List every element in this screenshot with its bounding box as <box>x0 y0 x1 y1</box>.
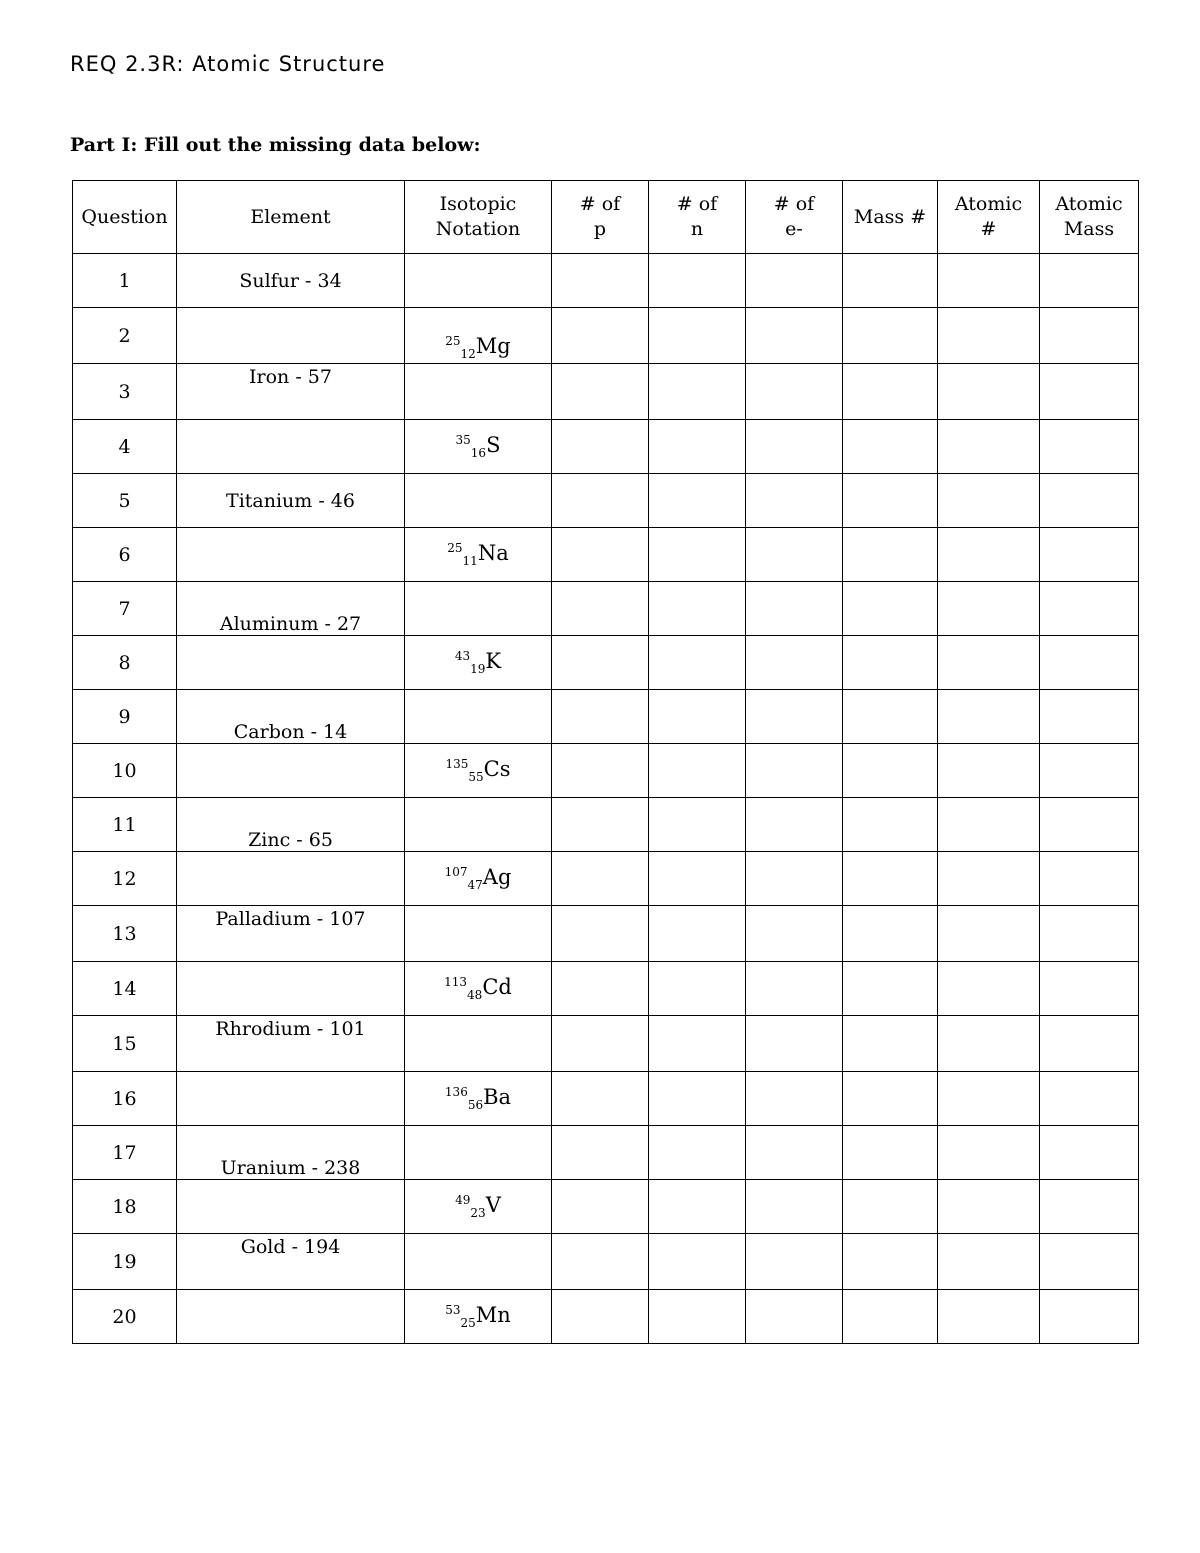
column-header-protons <box>552 181 649 254</box>
isotopic-notation-cell[interactable] <box>405 852 552 906</box>
atomic-mass-answer-cell[interactable] <box>1040 690 1139 744</box>
neutrons-answer-cell[interactable] <box>649 1072 746 1126</box>
atomic-number-subscript: 19 <box>470 662 486 676</box>
neutrons-answer-cell[interactable] <box>649 474 746 528</box>
protons-answer-cell[interactable] <box>552 744 649 798</box>
neutrons-answer-cell[interactable] <box>649 308 746 364</box>
atomic-number-answer-cell[interactable] <box>938 1290 1040 1344</box>
element-cell[interactable] <box>177 420 405 474</box>
atomic-number-answer-cell[interactable] <box>938 798 1040 852</box>
atomic-mass-answer-cell[interactable] <box>1040 1072 1139 1126</box>
electrons-answer-cell[interactable] <box>746 1126 843 1180</box>
mass-number-answer-cell[interactable] <box>843 528 938 582</box>
table-row <box>73 1180 1139 1234</box>
atomic-number-answer-cell[interactable] <box>938 852 1040 906</box>
atomic-mass-answer-cell[interactable] <box>1040 962 1139 1016</box>
atomic-number-answer-cell[interactable] <box>938 636 1040 690</box>
header-line: Mass # <box>853 205 927 228</box>
electrons-answer-cell[interactable] <box>746 528 843 582</box>
mass-number-answer-cell[interactable] <box>843 474 938 528</box>
element-cell[interactable]: Palladium - 107 <box>177 906 405 962</box>
neutrons-answer-cell[interactable] <box>649 798 746 852</box>
table-row <box>73 636 1139 690</box>
element-symbol: Mn <box>475 1303 511 1327</box>
atomic-mass-answer-cell[interactable] <box>1040 744 1139 798</box>
protons-answer-cell[interactable] <box>552 308 649 364</box>
atomic-mass-answer-cell[interactable] <box>1040 906 1139 962</box>
element-cell[interactable] <box>177 636 405 690</box>
atomic-number-subscript: 25 <box>460 1316 476 1330</box>
table-row <box>73 1126 1139 1180</box>
electrons-answer-cell[interactable] <box>746 1016 843 1072</box>
atomic-number-answer-cell[interactable] <box>938 364 1040 420</box>
isotopic-notation-cell[interactable] <box>405 798 552 852</box>
isotopic-notation-cell[interactable] <box>405 364 552 420</box>
isotopic-notation-cell[interactable] <box>405 962 552 1016</box>
neutrons-answer-cell[interactable] <box>649 1290 746 1344</box>
question-number: 2 <box>73 308 177 364</box>
electrons-answer-cell[interactable] <box>746 962 843 1016</box>
mass-number-answer-cell[interactable] <box>843 254 938 308</box>
atomic-mass-answer-cell[interactable] <box>1040 474 1139 528</box>
neutrons-answer-cell[interactable] <box>649 1016 746 1072</box>
question-number: 11 <box>73 798 177 852</box>
protons-answer-cell[interactable] <box>552 420 649 474</box>
atomic-number-answer-cell[interactable] <box>938 690 1040 744</box>
header-line: # of <box>676 193 718 215</box>
element-symbol: Ba <box>483 1085 512 1109</box>
neutrons-answer-cell[interactable] <box>649 744 746 798</box>
neutrons-answer-cell[interactable] <box>649 1234 746 1290</box>
table-row <box>73 364 1139 420</box>
atomic-mass-answer-cell[interactable] <box>1040 852 1139 906</box>
column-header-question <box>73 181 177 254</box>
question-number: 15 <box>73 1016 177 1072</box>
element-cell[interactable] <box>177 1072 405 1126</box>
electrons-answer-cell[interactable] <box>746 852 843 906</box>
atomic-number-answer-cell[interactable] <box>938 1234 1040 1290</box>
mass-number-answer-cell[interactable] <box>843 636 938 690</box>
element-cell[interactable]: Rhrodium - 101 <box>177 1016 405 1072</box>
table-row <box>73 798 1139 852</box>
element-cell[interactable]: Uranium - 238 <box>177 1126 405 1180</box>
electrons-answer-cell[interactable] <box>746 1234 843 1290</box>
neutrons-answer-cell[interactable] <box>649 582 746 636</box>
header-line: Notation <box>435 218 521 240</box>
question-number: 14 <box>73 962 177 1016</box>
isotopic-notation-cell[interactable] <box>405 582 552 636</box>
element-cell[interactable]: Aluminum - 27 <box>177 582 405 636</box>
mass-number-superscript: 136 <box>444 1085 468 1099</box>
section-title: Part I: Fill out the missing data below: <box>70 134 481 156</box>
mass-number-answer-cell[interactable] <box>843 364 938 420</box>
neutrons-answer-cell[interactable] <box>649 852 746 906</box>
question-number: 12 <box>73 852 177 906</box>
atomic-number-answer-cell[interactable] <box>938 582 1040 636</box>
electrons-answer-cell[interactable] <box>746 1290 843 1344</box>
electrons-answer-cell[interactable] <box>746 1180 843 1234</box>
atomic-number-subscript: 47 <box>467 878 483 892</box>
atomic-mass-answer-cell[interactable] <box>1040 254 1139 308</box>
element-cell[interactable]: Gold - 194 <box>177 1234 405 1290</box>
element-cell[interactable] <box>177 308 405 364</box>
question-number: 10 <box>73 744 177 798</box>
mass-number-superscript: 49 <box>455 1193 471 1207</box>
element-cell[interactable] <box>177 528 405 582</box>
table-row <box>73 254 1139 308</box>
electrons-answer-cell[interactable] <box>746 474 843 528</box>
atomic-number-subscript: 55 <box>468 770 484 784</box>
mass-number-answer-cell[interactable] <box>843 906 938 962</box>
element-cell[interactable]: Sulfur - 34 <box>177 254 405 308</box>
atomic-number-answer-cell[interactable] <box>938 528 1040 582</box>
protons-answer-cell[interactable] <box>552 636 649 690</box>
electrons-answer-cell[interactable] <box>746 906 843 962</box>
atomic-mass-answer-cell[interactable] <box>1040 528 1139 582</box>
atomic-number-subscript: 11 <box>462 554 478 568</box>
mass-number-superscript: 25 <box>445 334 461 348</box>
table-row <box>73 582 1139 636</box>
element-symbol: Cd <box>482 975 512 999</box>
question-number: 5 <box>73 474 177 528</box>
atomic-number-answer-cell[interactable] <box>938 254 1040 308</box>
mass-number-answer-cell[interactable] <box>843 962 938 1016</box>
atomic-number-subscript: 16 <box>470 446 487 460</box>
atomic-mass-answer-cell[interactable] <box>1040 1290 1139 1344</box>
isotopic-notation-cell[interactable] <box>405 254 552 308</box>
table-row <box>73 1016 1139 1072</box>
isotopic-notation-cell[interactable] <box>405 744 552 798</box>
isotopic-notation-cell[interactable] <box>405 420 552 474</box>
header-line: # of <box>579 193 621 215</box>
mass-number-answer-cell[interactable] <box>843 1290 938 1344</box>
protons-answer-cell[interactable] <box>552 1016 649 1072</box>
table-row <box>73 1290 1139 1344</box>
column-header-neutrons <box>649 181 746 254</box>
question-number: 16 <box>73 1072 177 1126</box>
header-line: e- <box>785 218 803 240</box>
mass-number-answer-cell[interactable] <box>843 798 938 852</box>
mass-number-answer-cell[interactable] <box>843 1126 938 1180</box>
atomic-number-answer-cell[interactable] <box>938 474 1040 528</box>
protons-answer-cell[interactable] <box>552 254 649 308</box>
protons-answer-cell[interactable] <box>552 1126 649 1180</box>
atomic-number-subscript: 23 <box>470 1206 486 1220</box>
electrons-answer-cell[interactable] <box>746 254 843 308</box>
atomic-number-answer-cell[interactable] <box>938 308 1040 364</box>
column-header-atomic-mass <box>1040 181 1139 254</box>
protons-answer-cell[interactable] <box>552 690 649 744</box>
atomic-structure-table <box>72 180 1139 1344</box>
question-number: 20 <box>73 1290 177 1344</box>
column-header-atomic-number <box>938 181 1040 254</box>
neutrons-answer-cell[interactable] <box>649 636 746 690</box>
protons-answer-cell[interactable] <box>552 1290 649 1344</box>
header-line: p <box>593 218 607 240</box>
atomic-mass-answer-cell[interactable] <box>1040 364 1139 420</box>
isotopic-notation-cell[interactable] <box>405 1016 552 1072</box>
question-number: 9 <box>73 690 177 744</box>
mass-number-answer-cell[interactable] <box>843 1180 938 1234</box>
electrons-answer-cell[interactable] <box>746 420 843 474</box>
isotopic-notation-cell[interactable] <box>405 636 552 690</box>
question-number: 8 <box>73 636 177 690</box>
protons-answer-cell[interactable] <box>552 798 649 852</box>
atomic-number-subscript: 48 <box>467 988 483 1002</box>
header-line: Mass <box>1063 218 1115 240</box>
protons-answer-cell[interactable] <box>552 1180 649 1234</box>
table-row <box>73 474 1139 528</box>
element-symbol: S <box>486 433 501 457</box>
header-line: Isotopic <box>439 193 517 215</box>
table-row <box>73 852 1139 906</box>
element-cell[interactable]: Titanium - 46 <box>177 474 405 528</box>
table-row <box>73 1072 1139 1126</box>
table-row <box>73 690 1139 744</box>
question-number: 7 <box>73 582 177 636</box>
protons-answer-cell[interactable] <box>552 474 649 528</box>
neutrons-answer-cell[interactable] <box>649 962 746 1016</box>
mass-number-superscript: 53 <box>445 1303 461 1317</box>
mass-number-answer-cell[interactable] <box>843 308 938 364</box>
neutrons-answer-cell[interactable] <box>649 1126 746 1180</box>
question-number: 6 <box>73 528 177 582</box>
electrons-answer-cell[interactable] <box>746 1072 843 1126</box>
element-cell[interactable] <box>177 852 405 906</box>
question-number: 18 <box>73 1180 177 1234</box>
neutrons-answer-cell[interactable] <box>649 690 746 744</box>
isotopic-notation-cell[interactable] <box>405 528 552 582</box>
protons-answer-cell[interactable] <box>552 906 649 962</box>
table-body <box>73 254 1139 1344</box>
mass-number-superscript: 43 <box>454 649 471 663</box>
electrons-answer-cell[interactable] <box>746 636 843 690</box>
header-line: Atomic <box>1055 193 1123 215</box>
neutrons-answer-cell[interactable] <box>649 1180 746 1234</box>
header-line: Atomic <box>954 193 1023 215</box>
atomic-mass-answer-cell[interactable] <box>1040 1016 1139 1072</box>
element-cell[interactable]: Carbon - 14 <box>177 690 405 744</box>
question-number: 17 <box>73 1126 177 1180</box>
element-symbol: K <box>485 649 502 673</box>
header-line: Element <box>250 205 331 228</box>
table-row <box>73 1234 1139 1290</box>
table-row <box>73 528 1139 582</box>
column-header-electrons <box>746 181 843 254</box>
mass-number-answer-cell[interactable] <box>843 582 938 636</box>
atomic-number-answer-cell[interactable] <box>938 1072 1040 1126</box>
atomic-number-answer-cell[interactable] <box>938 1126 1040 1180</box>
atomic-number-answer-cell[interactable] <box>938 420 1040 474</box>
atomic-number-subscript: 56 <box>467 1098 484 1112</box>
neutrons-answer-cell[interactable] <box>649 420 746 474</box>
electrons-answer-cell[interactable] <box>746 582 843 636</box>
header-row <box>73 181 1139 254</box>
isotopic-notation-cell[interactable] <box>405 1290 552 1344</box>
table-row <box>73 906 1139 962</box>
element-cell[interactable] <box>177 962 405 1016</box>
header-line: Question <box>81 205 168 228</box>
electrons-answer-cell[interactable] <box>746 744 843 798</box>
isotopic-notation-cell[interactable] <box>405 1234 552 1290</box>
question-number: 19 <box>73 1234 177 1290</box>
element-symbol: Na <box>477 541 509 565</box>
atomic-number-answer-cell[interactable] <box>938 1180 1040 1234</box>
mass-number-superscript: 135 <box>445 757 469 771</box>
atomic-mass-answer-cell[interactable] <box>1040 798 1139 852</box>
protons-answer-cell[interactable] <box>552 1234 649 1290</box>
header-line: # <box>980 218 997 240</box>
column-header-isotopic-notation <box>405 181 552 254</box>
question-number: 13 <box>73 906 177 962</box>
electrons-answer-cell[interactable] <box>746 690 843 744</box>
isotopic-notation-cell[interactable] <box>405 906 552 962</box>
mass-number-answer-cell[interactable] <box>843 852 938 906</box>
protons-answer-cell[interactable] <box>552 582 649 636</box>
isotopic-notation-cell[interactable] <box>405 1126 552 1180</box>
atomic-number-answer-cell[interactable] <box>938 744 1040 798</box>
element-cell[interactable] <box>177 1180 405 1234</box>
table-row <box>73 308 1139 364</box>
mass-number-answer-cell[interactable] <box>843 690 938 744</box>
protons-answer-cell[interactable] <box>552 364 649 420</box>
isotopic-notation-cell[interactable] <box>405 474 552 528</box>
mass-number-superscript: 113 <box>444 975 468 989</box>
question-number: 4 <box>73 420 177 474</box>
protons-answer-cell[interactable] <box>552 852 649 906</box>
isotopic-notation-cell[interactable] <box>405 308 552 364</box>
question-number: 3 <box>73 364 177 420</box>
protons-answer-cell[interactable] <box>552 528 649 582</box>
mass-number-answer-cell[interactable] <box>843 744 938 798</box>
electrons-answer-cell[interactable] <box>746 798 843 852</box>
atomic-number-answer-cell[interactable] <box>938 906 1040 962</box>
element-symbol: V <box>485 1193 501 1217</box>
column-header-mass-number <box>843 181 938 254</box>
mass-number-superscript: 25 <box>447 541 463 555</box>
mass-number-answer-cell[interactable] <box>843 1072 938 1126</box>
element-cell[interactable] <box>177 1290 405 1344</box>
header-line: # of <box>773 193 815 215</box>
atomic-number-answer-cell[interactable] <box>938 962 1040 1016</box>
column-header-element <box>177 181 405 254</box>
mass-number-answer-cell[interactable] <box>843 1234 938 1290</box>
document-title: REQ 2.3R: Atomic Structure <box>70 52 386 76</box>
isotopic-notation-cell[interactable] <box>405 1180 552 1234</box>
atomic-mass-answer-cell[interactable] <box>1040 308 1139 364</box>
mass-number-answer-cell[interactable] <box>843 420 938 474</box>
atomic-mass-answer-cell[interactable] <box>1040 1180 1139 1234</box>
element-symbol: Mg <box>475 334 511 358</box>
element-cell[interactable]: Iron - 57 <box>177 364 405 420</box>
isotopic-notation-cell[interactable] <box>405 1072 552 1126</box>
element-symbol: Ag <box>482 865 512 889</box>
neutrons-answer-cell[interactable] <box>649 906 746 962</box>
atomic-number-subscript: 12 <box>460 347 476 361</box>
question-number: 1 <box>73 254 177 308</box>
header-line: n <box>690 218 704 240</box>
mass-number-superscript: 35 <box>455 433 471 447</box>
electrons-answer-cell[interactable] <box>746 308 843 364</box>
table-row <box>73 744 1139 798</box>
protons-answer-cell[interactable] <box>552 962 649 1016</box>
table-row <box>73 962 1139 1016</box>
protons-answer-cell[interactable] <box>552 1072 649 1126</box>
neutrons-answer-cell[interactable] <box>649 528 746 582</box>
table-row <box>73 420 1139 474</box>
isotopic-notation-cell[interactable] <box>405 690 552 744</box>
atomic-mass-answer-cell[interactable] <box>1040 636 1139 690</box>
atomic-mass-answer-cell[interactable] <box>1040 582 1139 636</box>
neutrons-answer-cell[interactable] <box>649 364 746 420</box>
mass-number-superscript: 107 <box>444 865 468 879</box>
element-cell[interactable] <box>177 744 405 798</box>
element-cell[interactable]: Zinc - 65 <box>177 798 405 852</box>
atomic-mass-answer-cell[interactable] <box>1040 1126 1139 1180</box>
atomic-number-answer-cell[interactable] <box>938 1016 1040 1072</box>
mass-number-answer-cell[interactable] <box>843 1016 938 1072</box>
atomic-mass-answer-cell[interactable] <box>1040 1234 1139 1290</box>
electrons-answer-cell[interactable] <box>746 364 843 420</box>
element-symbol: Cs <box>483 757 511 781</box>
atomic-mass-answer-cell[interactable] <box>1040 420 1139 474</box>
neutrons-answer-cell[interactable] <box>649 254 746 308</box>
